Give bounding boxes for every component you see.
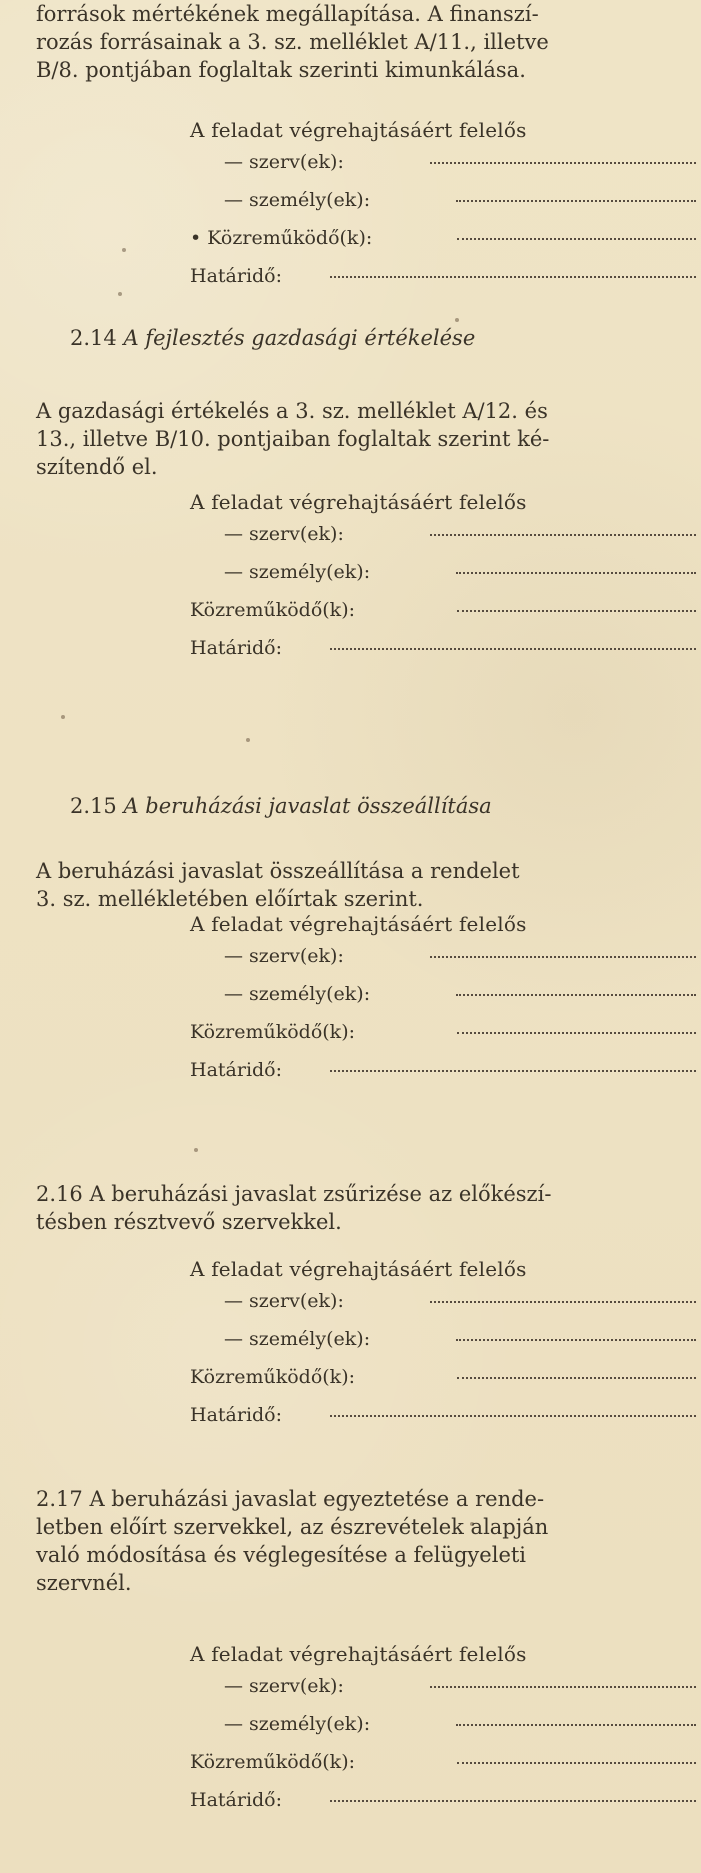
organization-field-row: [190, 942, 694, 980]
deadline-field-row: [190, 262, 694, 300]
section-2-16-paragraph: [36, 1180, 664, 1236]
responsibility-heading: A feladat végrehajtásáért felelős: [190, 1257, 527, 1281]
contributor-label: • Közreműködő(k):: [190, 227, 373, 249]
paper-speck: [455, 318, 459, 322]
deadline-field-row: [190, 1401, 694, 1439]
person-blank-line: [456, 200, 696, 202]
contributor-blank-line: [457, 610, 696, 612]
organization-label: — szerv(ek):: [224, 1290, 344, 1312]
contributor-label: Közreműködő(k):: [190, 599, 356, 621]
section-2-17-line-4: szervnél.: [36, 1571, 132, 1595]
contributor-label: Közreműködő(k):: [190, 1366, 356, 1388]
section-2-14-line-3: szítendő el.: [36, 455, 158, 479]
deadline-label: Határidő:: [190, 1059, 283, 1081]
section-2-17-line-2: letben előírt szervekkel, az észrevételek alapján: [36, 1515, 549, 1539]
responsibility-heading: A feladat végrehajtásáért felelős: [190, 1642, 527, 1666]
person-blank-line: [456, 1724, 696, 1726]
section-2-15-paragraph: [36, 857, 664, 913]
responsibility-heading: A feladat végrehajtásáért felelős: [190, 118, 527, 142]
section-heading-text: A beruházási javaslat összeállítása: [123, 794, 492, 818]
responsibility-heading: A feladat végrehajtásáért felelős: [190, 912, 527, 936]
section-2-17-line-3: való módosítása és véglegesítése a felügyeleti: [36, 1543, 527, 1567]
person-field-row: [190, 1325, 694, 1363]
person-label: — személy(ek):: [224, 1328, 371, 1350]
contributor-field-row: [190, 1363, 694, 1401]
person-field-row: [190, 186, 694, 224]
section-number: 2.15: [70, 794, 117, 818]
contributor-field-row: [190, 1018, 694, 1056]
organization-blank-line: [430, 956, 696, 958]
person-field-row: [190, 558, 694, 596]
intro-line-1: források mértékének megállapítása. A finanszí-: [36, 2, 539, 26]
intro-line-3: B/8. pontjában foglaltak szerinti kimunkálása.: [36, 58, 526, 82]
paper-speck: [194, 1148, 198, 1152]
contributor-blank-line: [457, 238, 696, 240]
deadline-blank-line: [330, 648, 696, 650]
deadline-label: Határidő:: [190, 1404, 283, 1426]
section-2-14-paragraph: [36, 397, 664, 481]
section-number: 2.16: [36, 1182, 83, 1206]
person-label: — személy(ek):: [224, 189, 371, 211]
section-2-15-line-1: A beruházási javaslat összeállítása a rendelet: [36, 859, 520, 883]
person-field-row: [190, 1710, 694, 1748]
responsibility-block-2-15: [190, 910, 694, 1094]
section-title-2-15: [70, 792, 492, 820]
section-2-17-paragraph: [36, 1485, 664, 1597]
deadline-blank-line: [330, 276, 696, 278]
section-heading-rest: a rende-: [449, 1487, 545, 1511]
section-number: 2.17: [36, 1487, 83, 1511]
responsibility-block-top: [190, 116, 694, 300]
intro-line-2: rozás forrásainak a 3. sz. melléklet A/11., illetve: [36, 30, 549, 54]
contributor-blank-line: [457, 1377, 696, 1379]
contributor-field-row: [190, 1748, 694, 1786]
paper-speck: [246, 738, 250, 742]
paper-speck: [122, 248, 126, 252]
person-blank-line: [456, 1339, 696, 1341]
person-blank-line: [456, 572, 696, 574]
paper-speck: [118, 292, 122, 296]
person-label: — személy(ek):: [224, 983, 371, 1005]
organization-label: — szerv(ek):: [224, 151, 344, 173]
organization-field-row: [190, 520, 694, 558]
contributor-field-row: [190, 224, 694, 262]
section-2-16-line-1: [36, 1180, 664, 1208]
organization-label: — szerv(ek):: [224, 523, 344, 545]
deadline-label: Határidő:: [190, 1789, 283, 1811]
section-2-17-line-1: [36, 1485, 664, 1513]
responsibility-block-2-16: [190, 1255, 694, 1439]
organization-field-row: [190, 1287, 694, 1325]
organization-blank-line: [430, 162, 696, 164]
organization-label: — szerv(ek):: [224, 1675, 344, 1697]
person-label: — személy(ek):: [224, 561, 371, 583]
organization-label: — szerv(ek):: [224, 945, 344, 967]
section-2-15-line-2: 3. sz. mellékletében előírtak szerint.: [36, 887, 424, 911]
intro-paragraph: [36, 0, 664, 84]
section-title-2-14: [70, 324, 475, 352]
deadline-label: Határidő:: [190, 637, 283, 659]
section-2-14-line-2: 13., illetve B/10. pontjaiban foglaltak szerint ké-: [36, 427, 550, 451]
responsibility-heading: A feladat végrehajtásáért felelős: [190, 490, 527, 514]
person-field-row: [190, 980, 694, 1018]
deadline-blank-line: [330, 1415, 696, 1417]
section-heading-text: A fejlesztés gazdasági értékelése: [123, 326, 476, 350]
section-number: 2.14: [70, 326, 117, 350]
contributor-blank-line: [457, 1032, 696, 1034]
organization-blank-line: [430, 1301, 696, 1303]
contributor-field-row: [190, 596, 694, 634]
contributor-label: Közreműködő(k):: [190, 1751, 356, 1773]
paper-speck: [61, 715, 65, 719]
organization-blank-line: [430, 1686, 696, 1688]
deadline-blank-line: [330, 1800, 696, 1802]
responsibility-block-2-17: [190, 1640, 694, 1824]
organization-field-row: [190, 148, 694, 186]
deadline-label: Határidő:: [190, 265, 283, 287]
deadline-field-row: [190, 1786, 694, 1824]
organization-field-row: [190, 1672, 694, 1710]
deadline-field-row: [190, 1056, 694, 1094]
section-heading-text: A beruházási javaslat zsűrizése: [89, 1182, 422, 1206]
organization-blank-line: [430, 534, 696, 536]
section-heading-rest: az előkészí-: [421, 1182, 552, 1206]
responsibility-block-2-14: [190, 488, 694, 672]
person-label: — személy(ek):: [224, 1713, 371, 1735]
section-2-14-line-1: A gazdasági értékelés a 3. sz. melléklet A/12. és: [36, 399, 548, 423]
section-2-16-line-2: tésben résztvevő szervekkel.: [36, 1210, 342, 1234]
contributor-blank-line: [457, 1762, 696, 1764]
deadline-blank-line: [330, 1070, 696, 1072]
deadline-field-row: [190, 634, 694, 672]
contributor-label: Közreműködő(k):: [190, 1021, 356, 1043]
person-blank-line: [456, 994, 696, 996]
section-heading-text: A beruházási javaslat egyeztetése: [89, 1487, 450, 1511]
